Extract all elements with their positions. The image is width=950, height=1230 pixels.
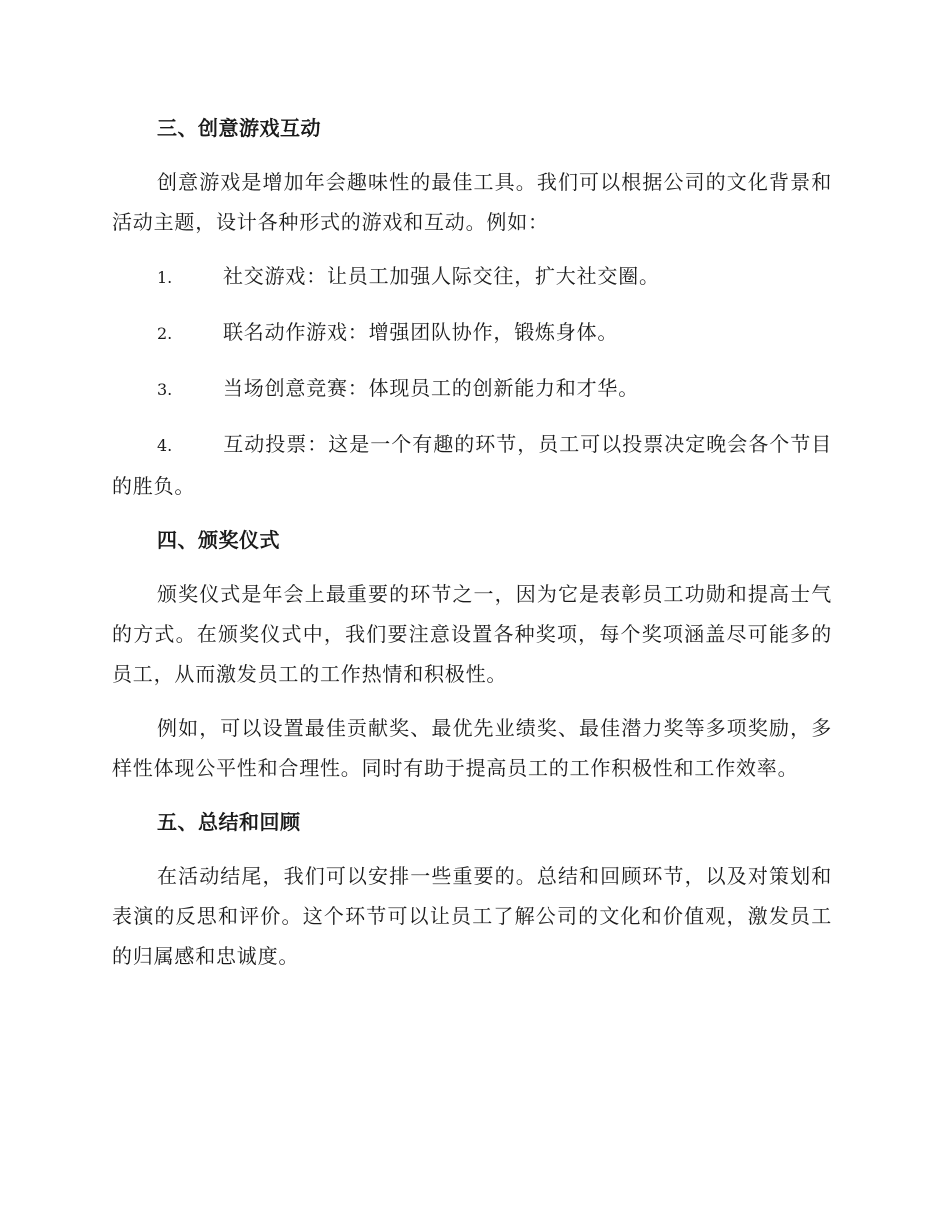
list-text: 当场创意竞赛：体现员工的创新能力和才华。 [223, 376, 639, 400]
paragraph: 创意游戏是增加年会趣味性的最佳工具。我们可以根据公司的文化背景和活动主题，设计各种形式的游戏和互动。例如： [112, 170, 832, 234]
document-page [112, 108, 832, 990]
list-item [112, 424, 832, 506]
paragraph: 例如，可以设置最佳贡献奖、最优先业绩奖、最佳潜力奖等多项奖励，多样性体现公平性和合理性。同时有助于提高员工的工作积极性和工作效率。 [112, 716, 832, 780]
list-item [112, 256, 832, 298]
section-heading: 五、总结和回顾 [157, 810, 301, 834]
list-number: 1. [157, 268, 173, 287]
list-item [112, 368, 832, 410]
paragraph: 颁奖仪式是年会上最重要的环节之一，因为它是表彰员工功勋和提高士气的方式。在颁奖仪式中，我们要注意设置各种奖项，每个奖项涵盖尽可能多的员工，从而激发员工的工作热情和积极性。 [112, 582, 832, 686]
list-text: 联名动作游戏：增强团队协作，锻炼身体。 [223, 320, 619, 344]
paragraph: 在活动结尾，我们可以安排一些重要的。总结和回顾环节，以及对策划和表演的反思和评价。这个环节可以让员工了解公司的文化和价值观，激发员工的归属感和忠诚度。 [112, 864, 832, 968]
list-item [112, 312, 832, 354]
list-number: 4. [157, 436, 173, 455]
list-number: 2. [157, 324, 173, 343]
list-number: 3. [157, 380, 173, 399]
section-heading: 四、颁奖仪式 [157, 528, 280, 552]
list-text: 互动投票：这是一个有趣的环节，员工可以投票决定晚会各个节目的胜负。 [112, 432, 832, 498]
section-heading: 三、创意游戏互动 [157, 116, 321, 140]
list-text: 社交游戏：让员工加强人际交往，扩大社交圈。 [223, 264, 660, 288]
